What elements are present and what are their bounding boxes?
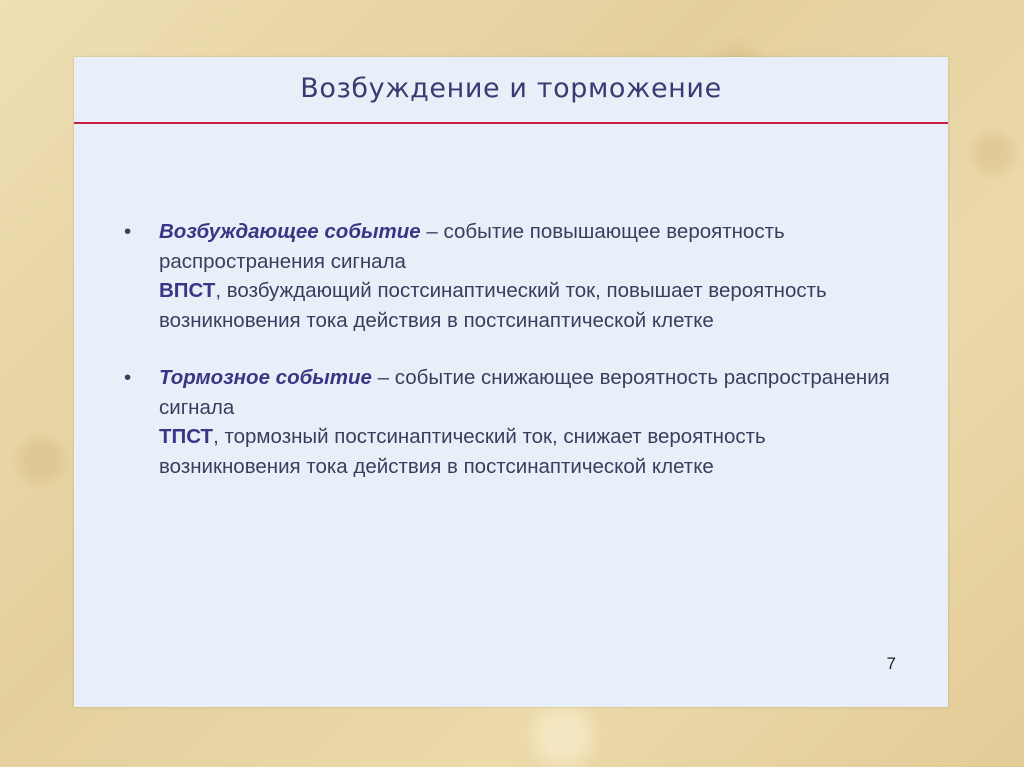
- definition-inhibitory-event: – событие снижающее вероятность распространения сигнала: [159, 366, 890, 419]
- bullet-item-excitatory: [124, 217, 904, 335]
- title-divider: [74, 122, 948, 124]
- bullet-icon: •: [124, 366, 132, 389]
- bullet-item-inhibitory: [124, 363, 904, 481]
- bullet-icon: •: [124, 220, 132, 243]
- bullet-list: [124, 217, 904, 509]
- abbreviation-ipsc: ТПСТ: [159, 425, 214, 448]
- term-inhibitory-event: Тормозное событие: [159, 366, 372, 389]
- definition-excitatory-event: – событие повышающее вероятность распространения сигнала: [159, 220, 785, 273]
- detail-epsc: , возбуждающий постсинаптический ток, повышает вероятность возникновения тока действия в постсинаптической клетке: [159, 279, 827, 332]
- term-excitatory-event: Возбуждающее событие: [159, 220, 421, 243]
- detail-ipsc: , тормозный постсинаптический ток, снижает вероятность возникновения тока действия в постсинаптической клетке: [159, 425, 766, 478]
- abbreviation-epsc: ВПСТ: [159, 279, 216, 302]
- page-number: 7: [886, 654, 896, 673]
- title-area: [74, 57, 948, 123]
- slide: [74, 57, 948, 707]
- slide-title: Возбуждение и торможение: [300, 73, 722, 104]
